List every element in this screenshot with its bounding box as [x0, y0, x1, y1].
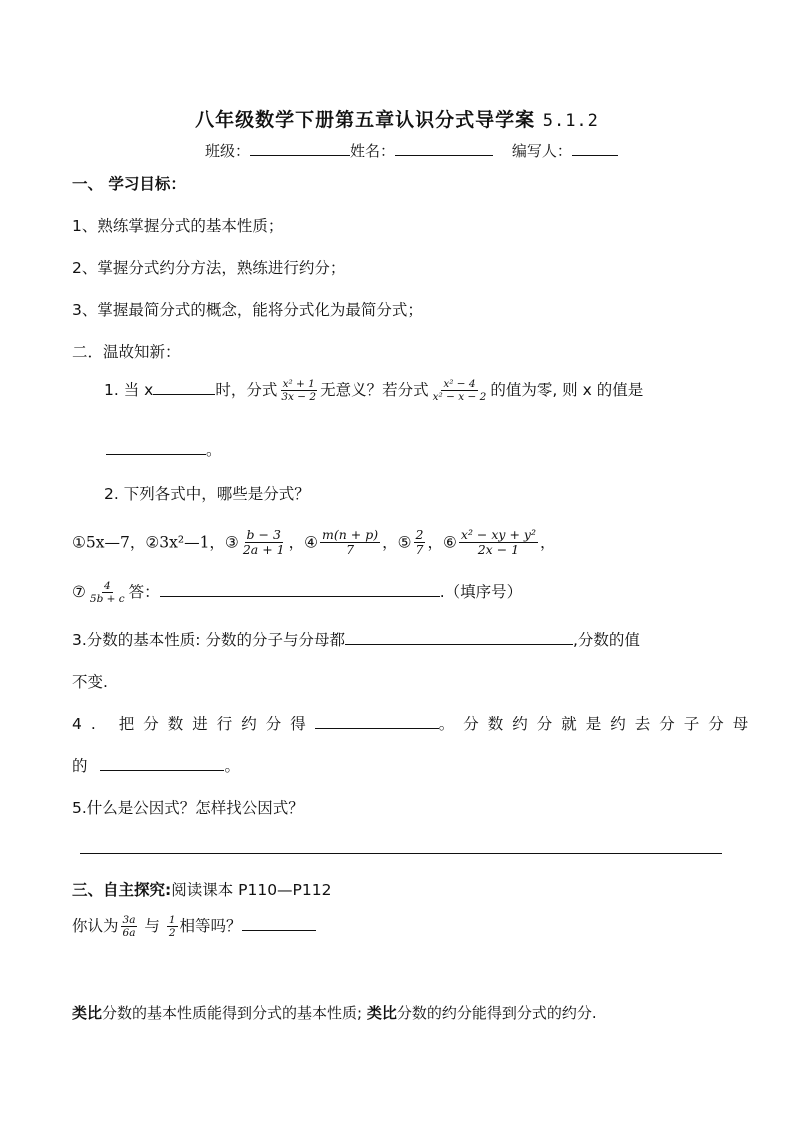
- q1-end: 。: [206, 441, 222, 459]
- question-4-cont: [72, 754, 724, 776]
- question-2: 2. 下列各式中，哪些是分式？: [104, 485, 310, 503]
- s3-f2-den: 2: [168, 927, 176, 940]
- expr-3-num: b − 3: [246, 527, 281, 542]
- q1-f1-den: 3x − 2: [281, 391, 317, 404]
- question-1-answer: [106, 438, 724, 460]
- expr-6-den: 2x − 1: [477, 542, 520, 558]
- name-label: 姓名：: [350, 142, 396, 160]
- q4-end: 。: [224, 757, 240, 775]
- q4-blank-2[interactable]: [100, 756, 224, 771]
- analogy-text-1: 分数的基本性质能得到分式的基本性质;: [102, 1004, 363, 1022]
- expr-7-label: ⑦: [72, 583, 86, 602]
- q1-mid: 时，分式: [215, 381, 278, 400]
- section3-question: [72, 914, 724, 939]
- q1-mid2: 无意义？若分式: [320, 381, 429, 400]
- q3-blank[interactable]: [345, 630, 573, 645]
- title-number: 5.1.2: [542, 111, 599, 131]
- author-label: 编写人：: [511, 142, 572, 160]
- q2-answer-blank[interactable]: [160, 582, 440, 597]
- expr-5-num: 2: [415, 527, 424, 542]
- analogy-line: [72, 1002, 724, 1023]
- expr-7: [88, 580, 127, 605]
- name-blank[interactable]: [395, 141, 493, 156]
- q4-blank-1[interactable]: [315, 714, 439, 729]
- sep-end: ，: [539, 533, 556, 552]
- question-2-answer-line: [72, 580, 724, 605]
- question-5: 5.什么是公因式？怎样找公因式？: [72, 799, 304, 817]
- class-blank[interactable]: [250, 141, 350, 156]
- objective-1: 1、熟练掌握分式的基本性质；: [72, 217, 284, 235]
- s3-suffix: 相等吗？: [179, 917, 242, 936]
- analogy-text-2: 分数的约分能得到分式的约分.: [396, 1004, 597, 1022]
- s3-f2-num: 1: [168, 914, 176, 926]
- s3-fraction-2: [167, 914, 178, 939]
- expr-6-num: x² − xy + y²: [460, 527, 536, 542]
- expr-5-den: 7: [415, 542, 424, 558]
- analogy-bold-1: 类比: [72, 1004, 103, 1022]
- title-text: 八年级数学下册第五章认识分式导学案: [195, 109, 536, 131]
- question-1: [104, 378, 724, 403]
- q4-cont: 的: [72, 757, 88, 775]
- section3-heading: [72, 878, 724, 900]
- q1-suffix: 的值为零, 则 x 的值是: [490, 381, 644, 400]
- expr-7-den: 5b + c: [89, 593, 125, 606]
- expr-3-den: 2a + 1: [242, 542, 285, 558]
- question-3: [72, 628, 724, 650]
- expr-4-num: m(n + p): [322, 527, 379, 542]
- page-title: [0, 105, 794, 132]
- q4-tail: 。分数约分就是约去分子分母: [438, 715, 758, 733]
- expr-5: [414, 528, 426, 558]
- expr-4: [320, 528, 380, 558]
- answer-rule[interactable]: [80, 853, 722, 854]
- section3-title: 三、自主探究:: [72, 881, 172, 899]
- analogy-bold-2: 类比: [366, 1004, 397, 1022]
- objective-2: 2、掌握分式约分方法，熟练进行约分；: [72, 259, 346, 277]
- section2-heading: 二．温故知新：: [72, 343, 181, 361]
- q1-blank-x[interactable]: [153, 380, 215, 395]
- s3-fraction-1: [121, 914, 138, 939]
- info-line: [205, 140, 618, 161]
- s3-mid: 与: [139, 917, 165, 936]
- answer-label: 答：: [128, 583, 160, 602]
- class-label: 班级：: [205, 142, 251, 160]
- expr-6: [459, 528, 538, 558]
- s3-prefix: 你认为: [72, 917, 119, 936]
- q1-f2-num: x² − 4: [443, 378, 476, 390]
- question-3-cont: 不变.: [72, 673, 108, 691]
- q4-text: 4. 把分数进行约分得: [72, 715, 315, 733]
- expr-4-den: 7: [346, 542, 355, 558]
- q3-text: 3.分数的基本性质: 分数的分子与分母都: [72, 631, 345, 649]
- q1-prefix: 1. 当 x: [104, 381, 154, 400]
- question-4: [72, 712, 758, 734]
- q3-tail: ,分数的值: [572, 631, 640, 649]
- section1-heading: 一、 学习目标：: [72, 175, 186, 193]
- expr-3: [241, 528, 287, 558]
- s3-blank[interactable]: [242, 916, 316, 931]
- objective-3: 3、掌握最简分式的概念，能将分式化为最简分式；: [72, 301, 423, 319]
- sep-5: ，⑤: [382, 533, 412, 552]
- expr-7-num: 4: [103, 580, 111, 592]
- answer-tail: .（填序号）: [439, 583, 523, 602]
- question-2-expressions: [72, 528, 724, 558]
- q1-blank-answer[interactable]: [106, 440, 206, 455]
- q1-fraction-2: [431, 378, 489, 403]
- s3-f1-num: 3a: [122, 914, 136, 926]
- q1-f1-num: x² + 1: [282, 378, 315, 390]
- q1-f2-den: x² − x − 2: [432, 391, 487, 404]
- sep-4: ，④: [288, 533, 319, 552]
- expr-1-2: ①5x—7，②3x²—1，③: [72, 533, 239, 552]
- author-blank[interactable]: [572, 141, 618, 156]
- sep-6: ，⑥: [427, 533, 457, 552]
- s3-f1-den: 6a: [122, 927, 136, 940]
- section3-reading: 阅读课本 P110—P112: [171, 881, 332, 899]
- q1-fraction-1: [279, 378, 318, 403]
